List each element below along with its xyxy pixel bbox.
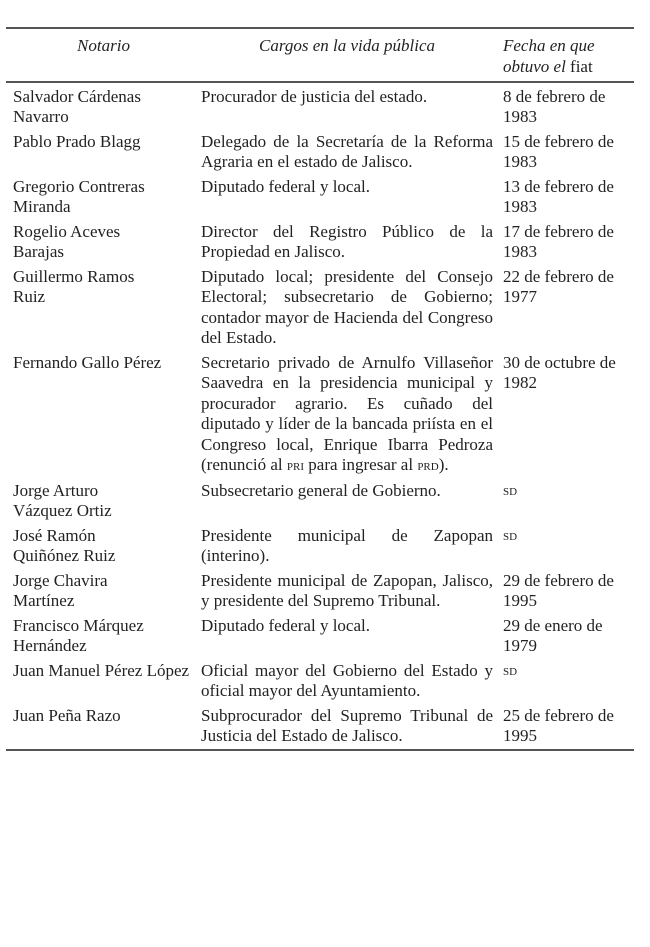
cell-fecha: 8 de febrero de 1983 xyxy=(503,86,606,126)
cell-cargos: Presidente municipal de Zapopan, Jalisco, y presidente del Supremo Tribunal. xyxy=(201,570,493,610)
cell-notario: Francisco Márquez Hernández xyxy=(13,615,144,655)
header-fecha xyxy=(499,35,634,77)
header-fecha-fiat: fiat xyxy=(570,57,593,76)
bottom-rule xyxy=(6,749,634,751)
table-row xyxy=(6,567,634,612)
cell-fecha: 25 de febrero de 1995 xyxy=(503,705,614,745)
cell-cargos xyxy=(201,353,499,477)
cell-fecha: 29 de febrero de 1995 xyxy=(503,570,614,610)
cell-cargos: Diputado federal y local. xyxy=(201,176,370,196)
cell-fecha: 13 de febrero de 1983 xyxy=(503,176,614,216)
cell-notario: Juan Peña Razo xyxy=(13,705,121,725)
header-notario: Notario xyxy=(77,36,130,55)
acronym-prd: prd xyxy=(417,458,439,474)
cell-notario: Pablo Prado Blagg xyxy=(13,131,141,151)
header-fecha-line2-italic: obtuvo el xyxy=(503,57,566,76)
cell-cargos: Subsecretario general de Gobierno. xyxy=(201,480,441,500)
table-row xyxy=(6,263,634,349)
table-row xyxy=(6,218,634,263)
cell-cargos: Delegado de la Secretaría de la Reforma Agraria en el estado de Jalisco. xyxy=(201,131,493,171)
cell-fecha: 17 de febrero de 1983 xyxy=(503,221,614,261)
cell-notario: Salvador Cárdenas Navarro xyxy=(13,86,141,126)
table-row xyxy=(6,612,634,657)
table-row xyxy=(6,173,634,218)
cell-fecha: sd xyxy=(503,482,518,499)
table-row xyxy=(6,702,634,747)
cell-cargos: Procurador de justicia del estado. xyxy=(201,86,428,106)
cell-notario: Fernando Gallo Pérez xyxy=(13,352,162,372)
cell-fecha: sd xyxy=(503,662,518,679)
cell-cargos: Diputado federal y local. xyxy=(201,615,370,635)
cell-fecha: sd xyxy=(503,527,518,544)
acronym-pri: pri xyxy=(286,458,305,474)
cell-notario: Juan Manuel Pérez López xyxy=(13,660,190,680)
table-row xyxy=(6,477,634,522)
cell-fecha: 29 de enero de 1979 xyxy=(503,615,603,655)
cargos-text: para ingresar al xyxy=(308,455,414,474)
table-header xyxy=(6,29,634,81)
cell-cargos: Diputado local; presidente del Consejo Electoral; subsecretario de Gobierno; contador mayor de Hacienda del Congreso del Estado. xyxy=(201,266,493,347)
table-row xyxy=(6,128,634,173)
cell-fecha: 15 de febrero de 1983 xyxy=(503,131,614,171)
cell-notario: Guillermo Ramos Ruiz xyxy=(13,266,135,306)
table-row xyxy=(6,349,634,477)
cell-notario: Gregorio Contreras Miranda xyxy=(13,176,145,216)
cell-cargos: Oficial mayor del Gobierno del Estado y oficial mayor del Ayuntamiento. xyxy=(201,660,493,700)
cargos-text: ). xyxy=(438,455,449,474)
cell-notario: Rogelio Aceves Barajas xyxy=(13,221,121,261)
table-row xyxy=(6,522,634,567)
cell-fecha: 30 de octubre de 1982 xyxy=(503,352,616,392)
cell-cargos: Subprocurador del Supremo Tribunal de Justicia del Estado de Jalisco. xyxy=(201,705,493,745)
table-row xyxy=(6,83,634,128)
cell-notario: Jorge Chavira Martínez xyxy=(13,570,108,610)
cell-cargos: Presidente municipal de Zapopan (interino). xyxy=(201,525,493,565)
cell-cargos: Director del Registro Público de la Propiedad en Jalisco. xyxy=(201,221,493,261)
notaries-table xyxy=(6,27,634,751)
cargos-text: Secretario privado de Arnulfo Villaseñor Saavedra en la presidencia municipal y procurador agrario. Es cuñado del diputado y líder de la bancada priísta en el Congreso local, Enrique Ibarra Pedroza (renunció al xyxy=(201,352,493,474)
cell-fecha: 22 de febrero de 1977 xyxy=(503,266,614,306)
header-cargos: Cargos en la vida pública xyxy=(259,36,435,55)
header-fecha-line1: Fecha en que xyxy=(503,36,595,55)
table-row xyxy=(6,657,634,702)
cell-notario: José Ramón Quiñónez Ruiz xyxy=(13,525,116,565)
cell-notario: Jorge Arturo Vázquez Ortiz xyxy=(13,480,112,520)
